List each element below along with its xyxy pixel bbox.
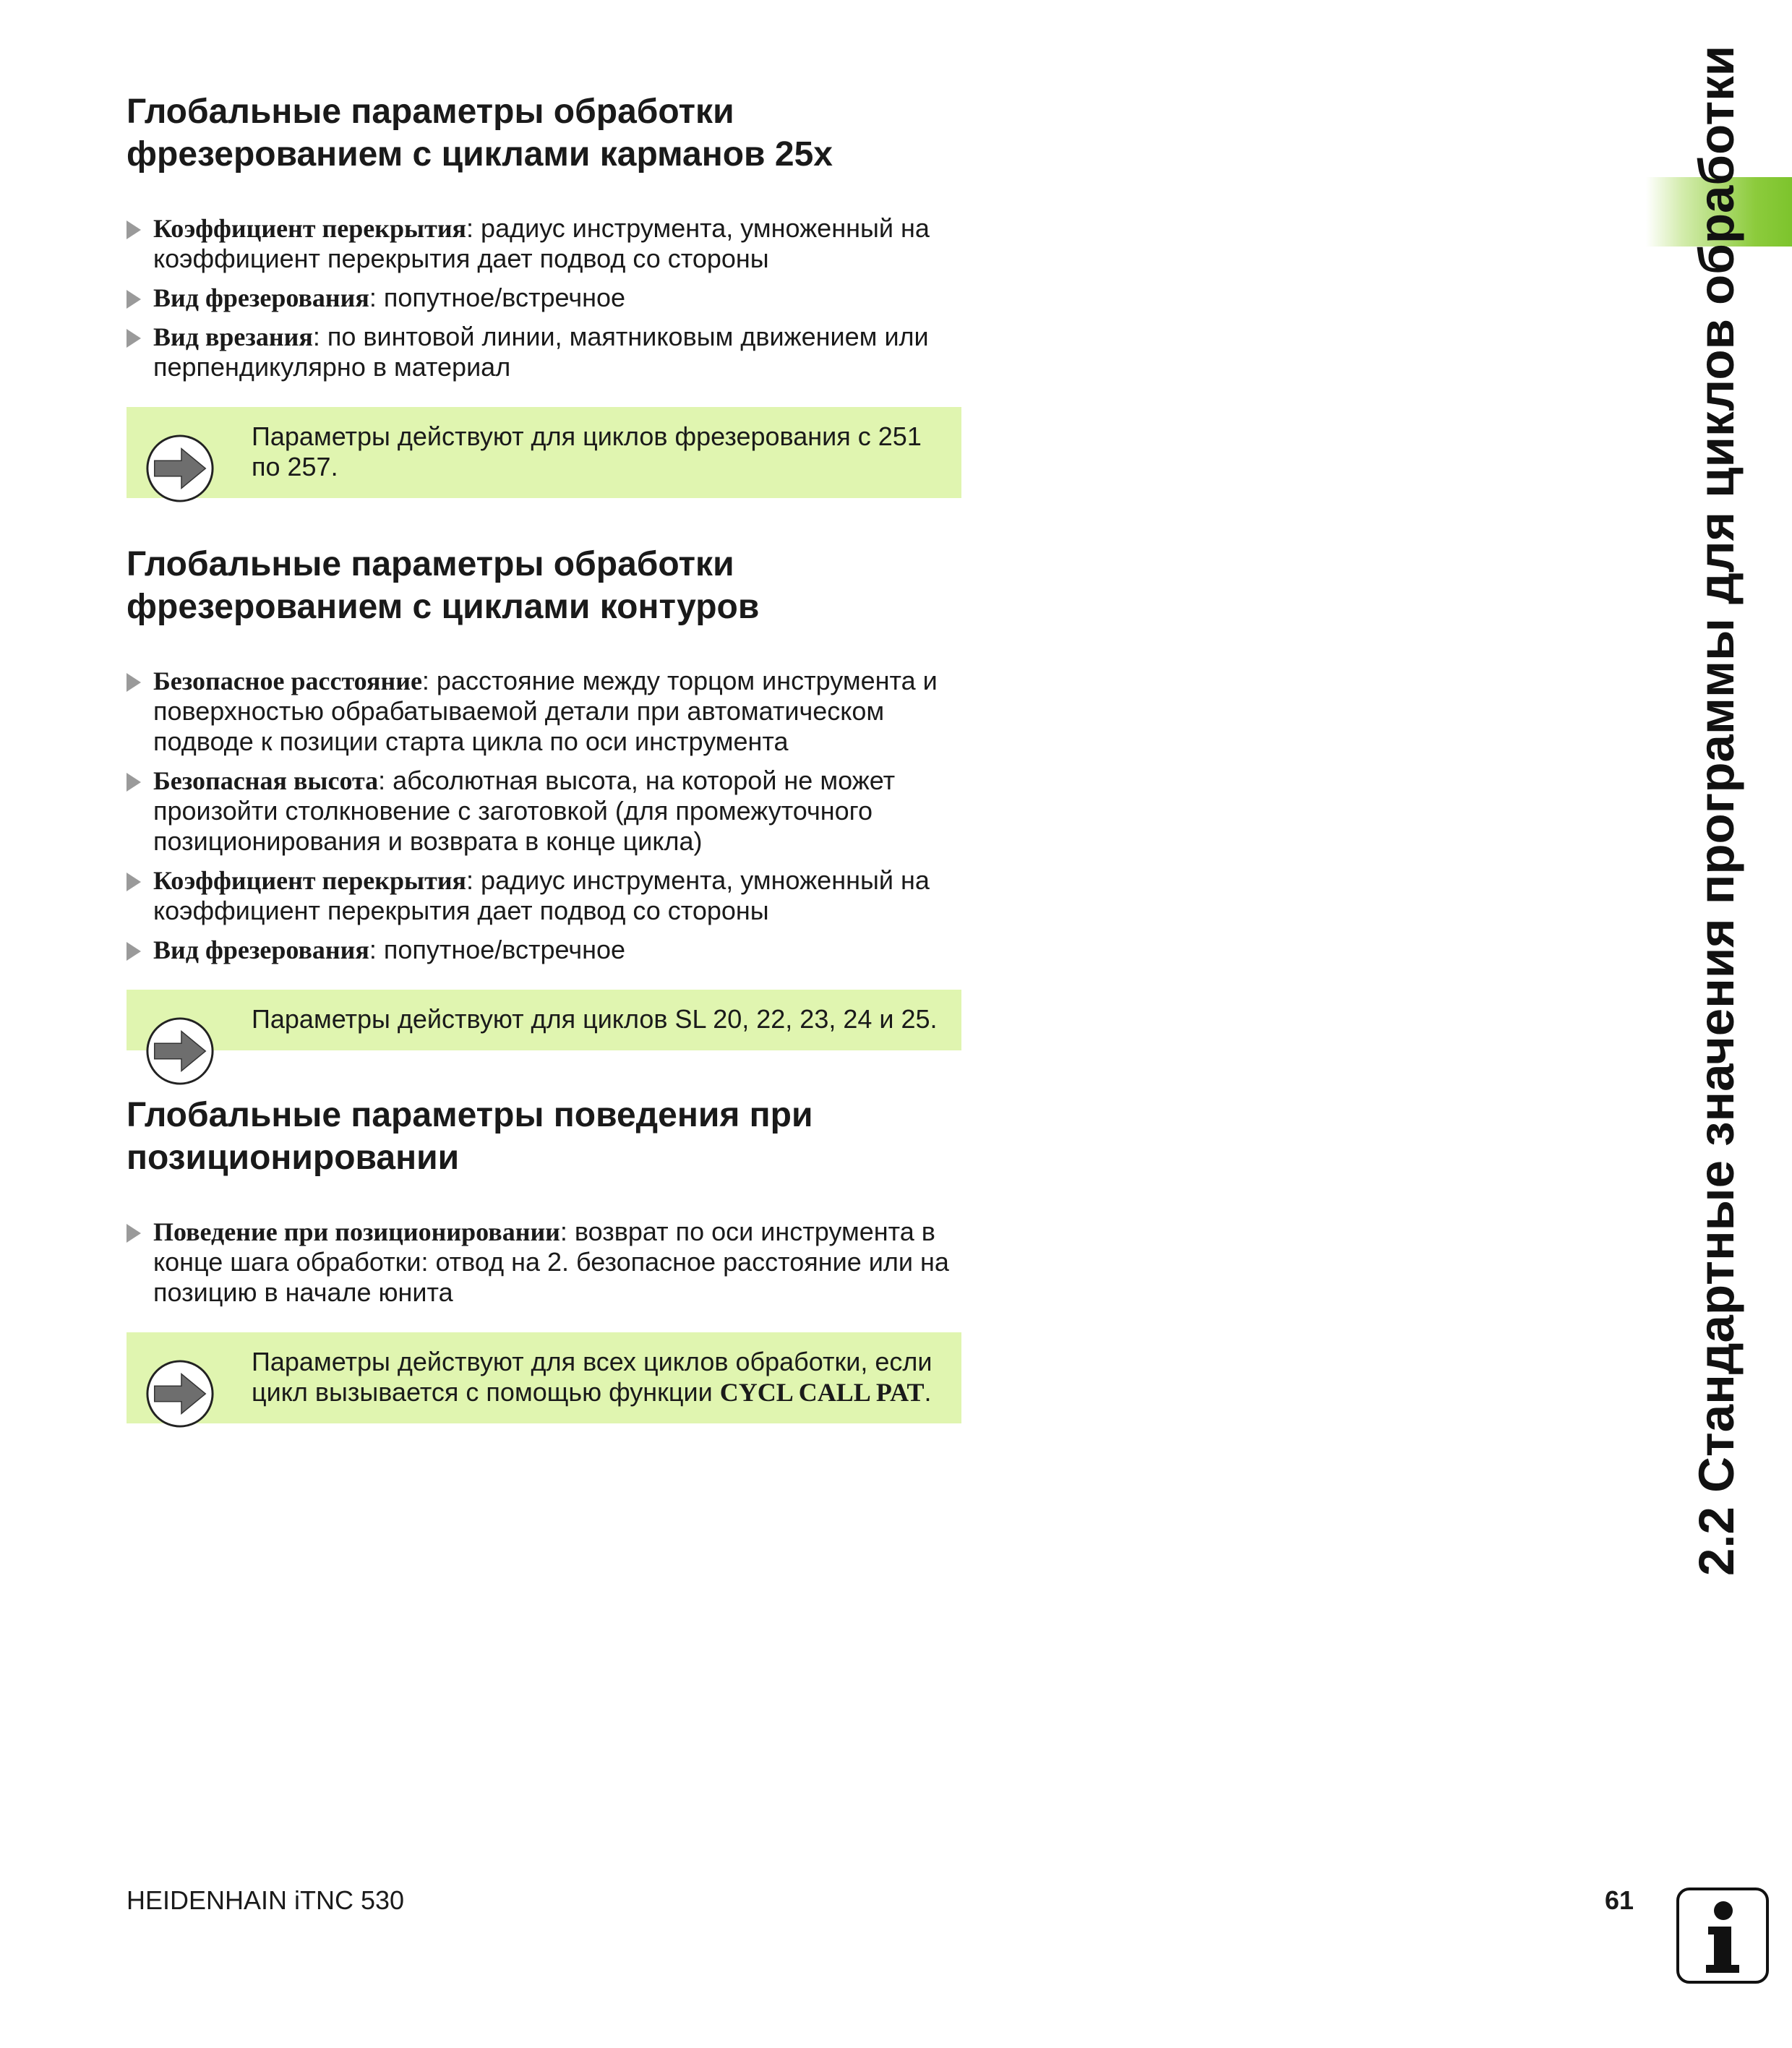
arrow-right-icon bbox=[145, 433, 215, 504]
list-item: Безопасное расстояние: расстояние между торцом инструмента и поверхностью обрабатываемой детали при автоматическом подводе к позиции старта цикла по оси инструмента bbox=[127, 666, 965, 757]
note-box: Параметры действуют для циклов фрезерования с 251 по 257. bbox=[127, 407, 961, 498]
list-item: Безопасная высота: абсолютная высота, на которой не может произойти столкновение с заготовкой (для промежуточного позиционирования и возврата в конце цикла) bbox=[127, 766, 965, 857]
parameter-list bbox=[127, 666, 965, 965]
page-number: 61 bbox=[1605, 1885, 1634, 1915]
footer-product: HEIDENHAIN iTNC 530 bbox=[127, 1885, 405, 1915]
note-box: Параметры действуют для циклов SL 20, 22, 23, 24 и 25. bbox=[127, 990, 961, 1050]
list-item: Коэффициент перекрытия: радиус инструмента, умноженный на коэффициент перекрытия дает подвод со стороны bbox=[127, 865, 965, 926]
parameter-list bbox=[127, 213, 965, 382]
list-item: Вид фрезерования: попутное/встречное bbox=[127, 283, 965, 313]
section-title: Глобальные параметры обработки фрезерованием с циклами карманов 25x bbox=[127, 93, 833, 173]
list-item: Коэффициент перекрытия: радиус инструмента, умноженный на коэффициент перекрытия дает подвод со стороны bbox=[127, 213, 965, 274]
list-item: Вид врезания: по винтовой линии, маятниковым движением или перпендикулярно в материал bbox=[127, 322, 965, 382]
note-box: Параметры действуют для всех циклов обработки, если цикл вызывается с помощью функции CYCL CALL PAT. bbox=[127, 1332, 961, 1423]
parameter-list bbox=[127, 1217, 965, 1308]
page-content bbox=[127, 90, 965, 1423]
function-name: CYCL CALL PAT bbox=[719, 1378, 925, 1407]
section-title: Глобальные параметры поведения при позиционировании bbox=[127, 1096, 813, 1177]
list-item: Вид фрезерования: попутное/встречное bbox=[127, 935, 965, 965]
arrow-right-icon bbox=[145, 1016, 215, 1087]
info-icon bbox=[1676, 1887, 1770, 1984]
arrow-right-icon bbox=[145, 1358, 215, 1429]
chapter-title: 2.2 Стандартные значения программы для циклов обработки bbox=[1689, 45, 1744, 1576]
list-item: Поведение при позиционировании: возврат по оси инструмента в конце шага обработки: отвод на 2. безопасное расстояние или на позицию в начале юнита bbox=[127, 1217, 965, 1308]
section-title: Глобальные параметры обработки фрезерованием с циклами контуров bbox=[127, 545, 760, 626]
